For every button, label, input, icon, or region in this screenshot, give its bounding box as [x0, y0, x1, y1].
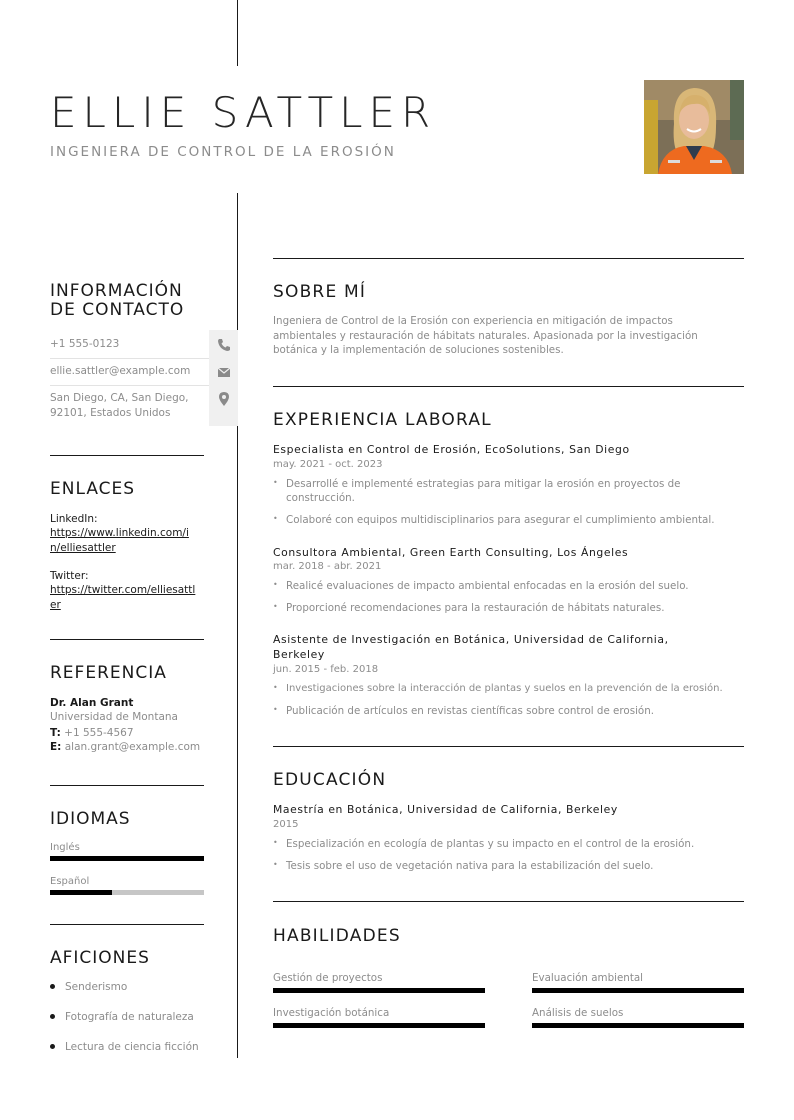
skill-level-bar: [273, 988, 485, 993]
contact-address-line1: San Diego, CA, San Diego,: [50, 392, 189, 404]
reference-block: [50, 696, 204, 755]
language-level-bar: [50, 890, 204, 895]
contact-separator: [50, 358, 210, 359]
skill-name: Gestión de proyectos: [273, 972, 383, 984]
column-divider-line: [237, 193, 238, 1058]
skill-name: Evaluación ambiental: [532, 972, 644, 984]
hobby-label: Lectura de ciencia ficción: [65, 1041, 199, 1053]
skills-heading: HABILIDADES: [273, 926, 401, 946]
reference-phone: +1 555-4567: [64, 726, 134, 739]
contact-heading-line1: INFORMACIÓN: [50, 281, 183, 301]
contact-email: ellie.sattler@example.com: [50, 365, 191, 377]
contact-address-line2: 92101, Estados Unidos: [50, 406, 171, 419]
skill-level-bar: [532, 1023, 744, 1028]
skill-item: [273, 1007, 485, 1028]
section-divider: [273, 258, 744, 259]
section-divider: [273, 746, 744, 747]
education-heading: EDUCACIÓN: [273, 770, 387, 790]
job-title: Consultora Ambiental, Green Earth Consulting, Los Ángeles: [273, 546, 629, 559]
hobby-item: [50, 981, 127, 993]
job-bullet: • Proporcioné recomendaciones para la restauración de hábitats naturales.: [273, 601, 745, 615]
degree-year: 2015: [273, 819, 299, 830]
language-name: Español: [50, 876, 90, 887]
hobby-label: Senderismo: [65, 981, 128, 993]
about-paragraph: [273, 314, 743, 358]
section-divider: [50, 785, 204, 786]
reference-email: alan.grant@example.com: [64, 741, 201, 754]
about-line: ambientales y restauración de hábitats naturales. Apasionada por la investigación: [273, 329, 698, 342]
contact-phone: +1 555-0123: [50, 338, 120, 350]
hobby-label: Fotografía de naturaleza: [65, 1011, 194, 1023]
job-title: Especialista en Control de Erosión, EcoSolutions, San Diego: [273, 443, 630, 456]
skill-level-bar: [532, 988, 744, 993]
education-bullet: • Tesis sobre el uso de vegetación nativa para la estabilización del suelo.: [273, 859, 745, 873]
twitter-url[interactable]: [50, 583, 204, 612]
skill-item: [273, 972, 485, 993]
contact-heading-line2: DE CONTACTO: [50, 300, 185, 321]
link-label: Twitter:: [50, 570, 89, 582]
section-divider: [50, 639, 204, 640]
skill-level-bar: [273, 1023, 485, 1028]
job-bullet: • Colaboré con equipos multidisciplinarios para asegurar el cumplimiento ambiental.: [273, 513, 745, 527]
skill-item: [532, 1007, 744, 1028]
job-dates: may. 2021 - oct. 2023: [273, 459, 383, 470]
job-title-subtitle: INGENIERA DE CONTROL DE LA EROSIÓN: [50, 144, 396, 160]
section-divider: [50, 924, 204, 925]
job-dates: mar. 2018 - abr. 2021: [273, 561, 382, 572]
language-item: [50, 876, 204, 895]
header-divider-line: [237, 0, 238, 66]
reference-email-row: [50, 740, 204, 754]
experience-heading: EXPERIENCIA LABORAL: [273, 410, 492, 430]
linkedin-url[interactable]: [50, 526, 204, 555]
language-level-fill: [50, 890, 112, 895]
map-pin-icon: [216, 391, 232, 407]
reference-heading: REFERENCIA: [50, 663, 167, 683]
section-divider: [273, 386, 744, 387]
language-item: [50, 842, 204, 861]
link-linkedin: [50, 512, 204, 555]
degree-title: Maestría en Botánica, Universidad de California, Berkeley: [273, 803, 618, 816]
job-bullet: • Desarrollé e implementé estrategias para mitigar la erosión en proyectos de construcción.: [273, 477, 745, 505]
hobby-item: [50, 1011, 194, 1023]
contact-separator: [50, 385, 210, 386]
about-line: Ingeniera de Control de la Erosión con experiencia en mitigación de impactos: [273, 315, 673, 327]
twitter-url-line1[interactable]: https://twitter.com/elliesattl: [50, 584, 196, 597]
candidate-name: ELLIE SATTLER: [50, 88, 437, 137]
about-line: botánica y la implementación de soluciones sostenibles.: [273, 344, 564, 357]
section-divider: [50, 455, 204, 456]
reference-phone-label: T:: [50, 726, 61, 739]
link-label: LinkedIn:: [50, 513, 98, 525]
reference-org: Universidad de Montana: [50, 711, 178, 724]
skill-item: [532, 972, 744, 993]
language-name: Inglés: [50, 842, 80, 853]
contact-icon-column: [209, 330, 238, 426]
bullet-dot: [50, 1014, 55, 1019]
linkedin-url-line1[interactable]: https://www.linkedin.com/i: [50, 527, 189, 540]
job-bullet: • Realicé evaluaciones de impacto ambiental enfocadas en la erosión del suelo.: [273, 579, 745, 593]
bullet-dot: [50, 984, 55, 989]
reference-email-label: E:: [50, 741, 62, 754]
bullet-dot: [50, 1044, 55, 1049]
languages-heading: IDIOMAS: [50, 809, 131, 829]
section-divider: [273, 901, 744, 902]
education-bullet: • Especialización en ecología de plantas y su impacto en el control de la erosión.: [273, 837, 745, 851]
job-title: Asistente de Investigación en Botánica, Universidad de California, Berkeley: [273, 633, 669, 661]
phone-icon: [216, 337, 232, 353]
link-twitter: [50, 569, 204, 612]
links-heading: ENLACES: [50, 479, 136, 499]
job-bullet: • Publicación de artículos en revistas científicas sobre control de erosión.: [273, 704, 745, 718]
about-heading: SOBRE MÍ: [273, 282, 367, 302]
skill-name: Investigación botánica: [273, 1007, 390, 1019]
language-level-bar: [50, 856, 204, 861]
hobbies-heading: AFICIONES: [50, 948, 150, 968]
skill-name: Análisis de suelos: [532, 1007, 624, 1019]
language-level-fill: [50, 856, 204, 861]
profile-photo: [644, 80, 744, 174]
job-bullet: • Investigaciones sobre la interacción de plantas y suelos en la prevención de la erosión.: [273, 682, 745, 696]
envelope-icon: [216, 364, 232, 380]
job-dates: jun. 2015 - feb. 2018: [273, 664, 379, 675]
linkedin-url-line2[interactable]: n/elliesattler: [50, 541, 116, 554]
reference-phone-row: [50, 726, 204, 740]
contact-heading: [50, 282, 204, 320]
reference-name: Dr. Alan Grant: [50, 697, 134, 709]
twitter-url-line2[interactable]: er: [50, 598, 61, 611]
hobby-item: [50, 1041, 199, 1053]
